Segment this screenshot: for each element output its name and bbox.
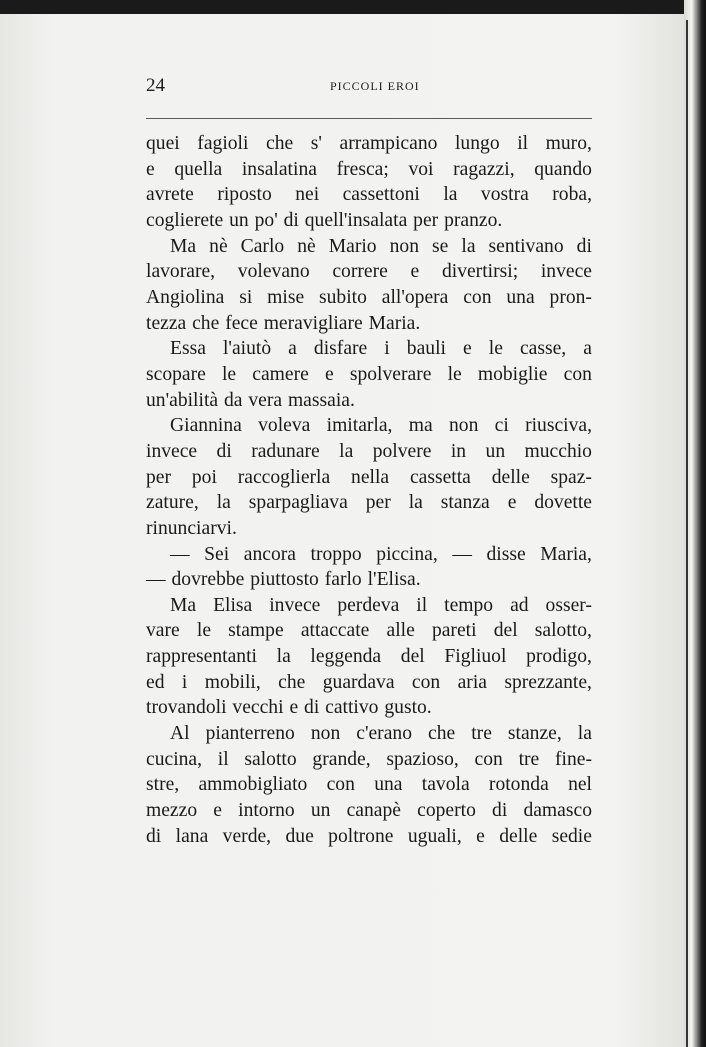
text-line: [146, 439, 592, 465]
word: bauli: [406, 338, 446, 360]
word: c'erano: [356, 723, 412, 745]
text-line: [146, 336, 592, 362]
word: lana: [175, 825, 209, 847]
word: stanze,: [507, 723, 562, 745]
word: vare: [146, 620, 180, 642]
word: quando: [534, 158, 592, 180]
word: con: [411, 671, 441, 693]
word: invece: [540, 261, 592, 283]
word: invece: [269, 594, 321, 616]
word: ed: [146, 671, 165, 693]
word: pianterreno: [205, 723, 295, 745]
word: si: [239, 286, 253, 308]
word: Ma: [170, 594, 197, 616]
binding-shadow: [686, 20, 688, 1047]
text-line: [146, 618, 592, 644]
word: farlo: [324, 569, 362, 591]
word: radunare: [251, 440, 320, 462]
text-line: [146, 157, 592, 183]
word: aria: [457, 671, 487, 693]
word: sparpagliava: [248, 492, 348, 514]
word: Carlo: [240, 235, 285, 257]
text-line: [146, 413, 592, 439]
word: Angiolina: [146, 286, 225, 308]
text-line: [146, 234, 592, 260]
word: mobili,: [204, 671, 261, 693]
word: mobiglie: [477, 363, 548, 385]
word: tezza: [146, 312, 187, 334]
word: vera: [248, 389, 283, 411]
text-line: [146, 747, 592, 773]
word: zature,: [146, 492, 199, 514]
text-line: [146, 388, 592, 414]
word: nel: [568, 774, 592, 796]
word: per: [365, 492, 391, 514]
word: a: [583, 338, 592, 360]
word: mise: [267, 286, 305, 308]
text-line: [146, 490, 592, 516]
word: la: [339, 440, 354, 462]
word: che: [266, 133, 294, 154]
text-line: [146, 208, 592, 234]
word: fagioli: [197, 133, 249, 154]
word: con: [326, 774, 355, 796]
word: rappresentanti: [146, 646, 257, 668]
word: sedie: [551, 825, 592, 847]
word: ragazzi,: [453, 158, 515, 180]
text-line: [146, 542, 592, 568]
text-line: [146, 362, 592, 388]
word: e: [146, 158, 155, 180]
word: le: [196, 620, 212, 642]
word: il: [217, 748, 229, 770]
word: imitarla,: [326, 415, 393, 437]
word: cassetta: [409, 466, 471, 488]
word: lavorare,: [146, 261, 216, 283]
word: pron-: [549, 286, 592, 308]
word: quella: [174, 158, 223, 180]
text-line: [146, 798, 592, 824]
word: Giannina: [170, 415, 242, 437]
text-line: [146, 824, 592, 850]
word: fresca;: [336, 158, 389, 180]
word: di: [492, 800, 508, 822]
word: e: [507, 492, 517, 514]
word: —: [170, 543, 190, 565]
word: riusciva,: [525, 415, 592, 437]
word: un: [229, 209, 249, 231]
word: quei: [146, 133, 180, 154]
word: dovette: [534, 492, 592, 514]
text-line: [146, 131, 592, 157]
word: un: [485, 440, 506, 462]
word: scopare: [146, 363, 206, 385]
text-line: [146, 285, 592, 311]
word: arrampicano: [339, 133, 438, 154]
word: con: [474, 748, 503, 770]
word: cattivo: [325, 697, 379, 719]
word: troppo: [310, 543, 362, 565]
text-line: [146, 644, 592, 670]
word: disse: [486, 543, 526, 565]
word: nè: [297, 235, 316, 257]
word: ma: [408, 415, 433, 437]
word: per: [146, 466, 172, 488]
header-rule: [146, 118, 592, 119]
word: polvere: [372, 440, 432, 462]
word: un: [310, 800, 331, 822]
word: nella: [351, 466, 390, 488]
word: alle: [386, 620, 415, 642]
word: s': [310, 133, 322, 154]
word: ad: [510, 594, 529, 616]
word: da: [223, 389, 243, 411]
word: rinunciarvi.: [146, 517, 237, 539]
word: di: [216, 440, 232, 462]
word: coperto: [417, 800, 476, 822]
word: grande,: [312, 748, 371, 770]
word: ancora: [243, 543, 296, 565]
word: mezzo: [146, 800, 198, 822]
word: —: [146, 569, 166, 591]
word: e: [463, 338, 472, 360]
word: la: [443, 184, 458, 206]
word: tempo: [444, 594, 494, 616]
word: che: [192, 312, 220, 334]
word: delle: [499, 825, 538, 847]
word: i: [384, 338, 390, 360]
word: Maria,: [540, 543, 592, 565]
word: le: [447, 363, 462, 385]
word: Essa: [170, 338, 206, 360]
word: e: [289, 697, 299, 719]
word: stre,: [146, 774, 180, 796]
word: una: [374, 774, 403, 796]
word: quell'insalata: [304, 209, 408, 231]
word: a: [288, 338, 297, 360]
word: il: [517, 133, 529, 154]
word: e: [476, 825, 485, 847]
word: prodigo,: [526, 646, 592, 668]
text-line: [146, 567, 592, 593]
word: fine-: [555, 748, 592, 770]
word: fece: [225, 312, 258, 334]
word: la: [408, 492, 423, 514]
word: leggenda: [310, 646, 382, 668]
word: salotto,: [534, 620, 592, 642]
word: Figliuol: [444, 646, 507, 668]
word: e: [410, 261, 420, 283]
word: se: [432, 235, 449, 257]
word: Maria.: [368, 312, 421, 334]
word: tavola: [421, 774, 470, 796]
word: disfare: [313, 338, 368, 360]
word: pareti: [431, 620, 477, 642]
word: i: [181, 671, 188, 693]
word: cassettoni: [342, 184, 420, 206]
text-line: [146, 182, 592, 208]
word: guardava: [322, 671, 395, 693]
word: canapè: [346, 800, 401, 822]
word: Mario: [328, 235, 377, 257]
word: la: [577, 723, 592, 745]
word: piccina,: [376, 543, 438, 565]
word: correre: [332, 261, 388, 283]
word: ci: [494, 415, 509, 437]
word: massaia.: [287, 389, 355, 411]
word: con: [463, 286, 492, 308]
word: roba,: [552, 184, 592, 206]
page-number: 24: [146, 75, 165, 96]
word: la: [276, 646, 291, 668]
word: invece: [146, 440, 198, 462]
word: piuttosto: [250, 569, 319, 591]
word: in: [450, 440, 467, 462]
word: non: [448, 415, 479, 437]
word: insalatina: [241, 158, 317, 180]
word: spolverare: [349, 363, 432, 385]
running-title: PICCOLI EROI: [330, 79, 420, 93]
word: di: [576, 235, 592, 257]
word: all'opera: [381, 286, 449, 308]
text-line: [146, 593, 592, 619]
word: l'Elisa.: [367, 569, 421, 591]
word: di: [283, 209, 299, 231]
word: casse,: [519, 338, 567, 360]
word: la: [461, 235, 476, 257]
word: voi: [408, 158, 434, 180]
text-line: [146, 670, 592, 696]
word: volevano: [237, 261, 310, 283]
word: due: [285, 825, 314, 847]
word: uguali,: [407, 825, 462, 847]
word: del: [493, 620, 518, 642]
text-line: [146, 311, 592, 337]
word: Sei: [204, 543, 230, 565]
word: subito: [319, 286, 367, 308]
word: vecchi: [232, 697, 284, 719]
word: di: [304, 697, 320, 719]
word: dovrebbe: [171, 569, 245, 591]
text-line: [146, 721, 592, 747]
word: tre: [518, 748, 540, 770]
text-line: [146, 465, 592, 491]
word: la: [216, 492, 231, 514]
word: lungo: [454, 133, 500, 154]
word: nei: [295, 184, 320, 206]
word: nè: [209, 235, 228, 257]
word: e: [213, 800, 222, 822]
word: trovandoli: [146, 697, 227, 719]
word: rotonda: [488, 774, 549, 796]
word: sentivano: [488, 235, 564, 257]
word: intorno: [238, 800, 295, 822]
word: divertirsi;: [441, 261, 519, 283]
word: che: [428, 723, 456, 745]
word: salotto: [244, 748, 297, 770]
page-header: [146, 75, 592, 97]
word: tre: [471, 723, 492, 745]
word: che: [278, 671, 306, 693]
word: stampe: [228, 620, 284, 642]
word: un'abilità: [146, 389, 219, 411]
word: di: [146, 825, 162, 847]
word: Al: [170, 723, 190, 745]
word: coglierete: [146, 209, 224, 231]
text-line: [146, 695, 592, 721]
word: meravigliare: [263, 312, 363, 334]
word: stanza: [440, 492, 490, 514]
word: vostra: [480, 184, 529, 206]
text-line: [146, 772, 592, 798]
word: con: [563, 363, 592, 385]
word: cucina,: [146, 748, 203, 770]
word: mucchio: [524, 440, 592, 462]
word: gusto.: [384, 697, 432, 719]
word: camere: [252, 363, 309, 385]
word: riposto: [217, 184, 272, 206]
word: spazioso,: [386, 748, 459, 770]
word: attaccate: [300, 620, 370, 642]
body-text: [146, 131, 592, 849]
word: del: [400, 646, 425, 668]
word: ammobigliato: [198, 774, 308, 796]
word: Ma: [170, 235, 197, 257]
text-line: [146, 516, 592, 542]
word: osser-: [545, 594, 592, 616]
word: non: [389, 235, 420, 257]
word: avrete: [146, 184, 194, 206]
word: l'aiutò: [222, 338, 272, 360]
word: —: [452, 543, 472, 565]
word: delle: [491, 466, 530, 488]
word: per: [413, 209, 439, 231]
word: verde,: [222, 825, 272, 847]
word: raccoglierla: [237, 466, 331, 488]
word: il: [416, 594, 428, 616]
word: muro,: [545, 133, 592, 154]
word: voleva: [258, 415, 311, 437]
word: po': [254, 209, 278, 231]
word: poi: [191, 466, 217, 488]
word: e: [324, 363, 334, 385]
word: una: [506, 286, 535, 308]
word: Elisa: [213, 594, 253, 616]
word: le: [221, 363, 237, 385]
text-line: [146, 259, 592, 285]
word: poltrone: [328, 825, 394, 847]
word: damasco: [523, 800, 592, 822]
word: pranzo.: [444, 209, 503, 231]
word: sprezzante,: [504, 671, 592, 693]
word: perdeva: [337, 594, 400, 616]
word: spaz-: [550, 466, 592, 488]
word: non: [310, 723, 341, 745]
word: le: [488, 338, 503, 360]
